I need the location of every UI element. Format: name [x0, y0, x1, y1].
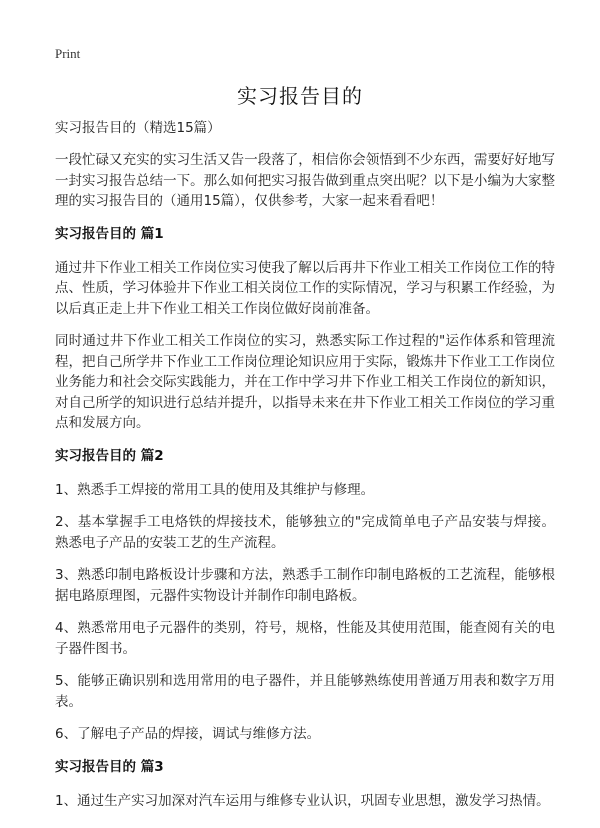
- list-item: 4、熟悉常用电子元器件的类别，符号，规格，性能及其使用范围，能查阅有关的电子器件图书。: [55, 620, 555, 657]
- section-paragraph: 同时通过井下作业工相关工作岗位的实习，熟悉实际工作过程的"运作体系和管理流程，把自己所学井下作业工工作岗位理论知识应用于实际，锻炼井下作业工工作岗位业务能力和社会交际实践能力，并在工作中学习井下作业工相关工作岗位的新知识，对自己所学的知识进行总结并提升，以指导未来在井下作业工相关工作岗位的学习重点和发展方向。: [55, 333, 555, 431]
- section-heading: 实习报告目的 篇1: [55, 225, 164, 242]
- list-item: 3、熟悉印制电路板设计步骤和方法，熟悉手工制作印制电路板的工艺流程，能够根据电路原理图，元器件实物设计并制作印制电路板。: [55, 567, 555, 604]
- list-item: 1、熟悉手工焊接的常用工具的使用及其维护与修理。: [55, 481, 375, 498]
- intro-paragraph: 一段忙碌又充实的实习生活又告一段落了，相信你会领悟到不少东西，需要好好地写一封实习报告总结一下。那么如何把实习报告做到重点突出呢？以下是小编为大家整理的实习报告目的（通用15篇），仅供参考，大家一起来看看吧！: [55, 152, 555, 209]
- print-link[interactable]: Print: [55, 46, 81, 61]
- list-item: 1、通过生产实习加深对汽车运用与维修专业认识，巩固专业思想，激发学习热情。: [55, 792, 550, 809]
- list-item: 2、基本掌握手工电烙铁的焊接技术，能够独立的"完成简单电子产品安装与焊接。熟悉电子产品的安装工艺的生产流程。: [55, 514, 555, 551]
- article-subtitle: 实习报告目的（精选15篇）: [55, 120, 221, 136]
- list-item: 6、了解电子产品的焊接，调试与维修方法。: [55, 726, 321, 742]
- section-heading: 实习报告目的 篇3: [55, 758, 164, 775]
- page-title: 实习报告目的: [237, 84, 363, 108]
- section-heading: 实习报告目的 篇2: [55, 447, 164, 464]
- article-body: [55, 118, 555, 823]
- section-paragraph: 通过井下作业工相关工作岗位实习使我了解以后再井下作业工相关工作岗位工作的特点、性质，学习体验井下作业工相关岗位工作的实际情况，学习与积累工作经验，为以后真正走上井下作业工相关工作岗位做好岗前准备。: [55, 259, 555, 317]
- list-item: 5、能够正确识别和选用常用的电子器件，并且能够熟练使用普通万用表和数字万用表。: [55, 673, 555, 710]
